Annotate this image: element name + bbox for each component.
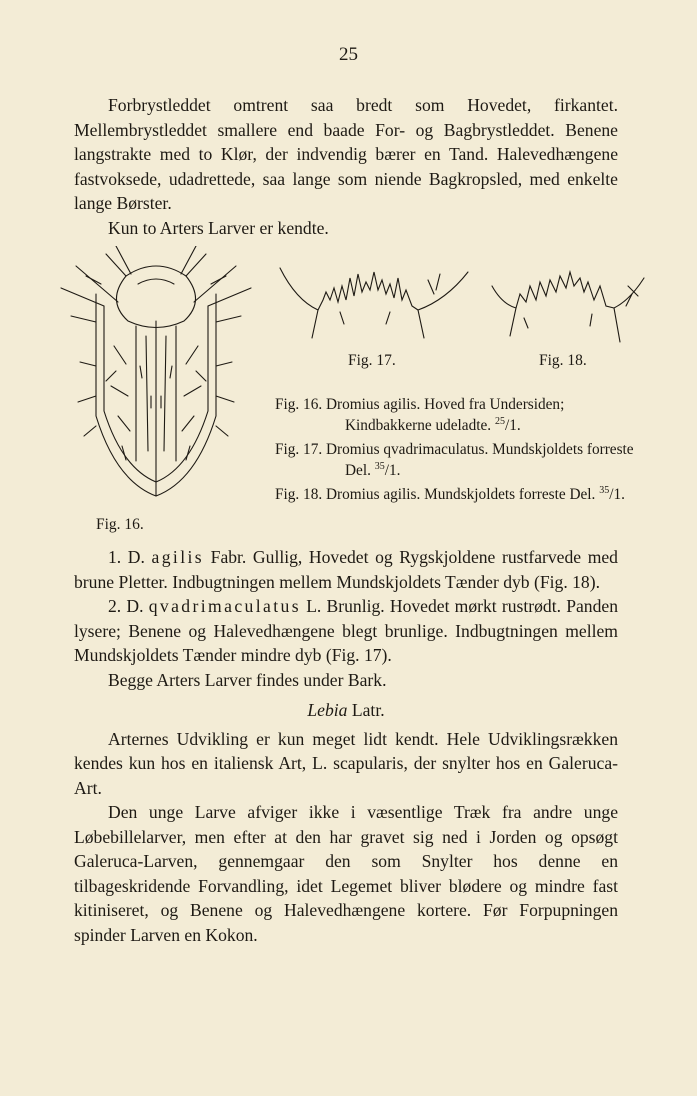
fig18-label: Fig. 18. [539,352,587,369]
intro-paragraph: Forbrystleddet omtrent saa bredt som Hovedet, firkantet. Mellembrystleddet smallere end baade For- og Bagbrystleddet. Benene langstrakte med to Klør, der indvendig bærer en Tand. Halevedhængene fastvoksede, udadrettede, saa lange som niende Bagkropsled, med enkelte lange Børster. [74,95,618,213]
fig16-drawing [56,246,256,511]
species-qvadrimaculatus: 2. D. qvadrimaculatus L. Brunlig. Hovedet mørkt rustrødt. Panden lysere; Benene og Halevedhængene blegt brunlige. Indbugtningen mellem Mundskjoldets Tænder mindre dyb (Fig. 17). [74,596,618,665]
genus-paragraph-2: Den unge Larve afviger ikke i væsentlige Træk fra andre unge Løbebillelarver, men efter at den har gravet sig ned i Jorden og opsøgt Galeruca-Larven, gennemgaar den som Snylter hos denne en tilbageskridende Forvandling, idet Legemet bliver blødere og mindre fast kitiniseret, og Benene og Halevedhængene kortere. Før Forpupningen spinder Larven en Kokon. [74,802,618,945]
figure-captions [275,394,645,508]
caption-fig16: Fig. 16. Dromius agilis. Hoved fra Undersiden; Kindbakkerne udeladte. $^{25}$/1. [275,396,565,434]
figure-area [56,246,656,546]
page-number: 25 [339,44,358,65]
genus-paragraph-1: Arternes Udvikling er kun meget lidt kendt. Hele Udviklingsrækken kendes kun hos en italiensk Art, L. scapularis, der snylter hos en Galeruca-Art. [74,728,618,798]
fig17-drawing [278,260,478,340]
caption-fig18: Fig. 18. Dromius agilis. Mundskjoldets forreste Del. $^{35}$/1. [275,484,625,503]
caption-fig17: Fig. 17. Dromius qvadrimaculatus. Mundskjoldets forreste Del. $^{35}$/1. [275,441,634,479]
intro-section [74,93,618,240]
species-section [74,545,618,947]
fig16-label: Fig. 16. [96,516,144,533]
species-habitat: Begge Arters Larver findes under Bark. [108,669,387,690]
genus-heading: Lebia Latr. [307,700,385,720]
intro-paragraph-larvae: Kun to Arters Larver er kendte. [108,217,329,238]
fig18-drawing [488,256,648,346]
species-agilis: 1. D. agilis Fabr. Gullig, Hovedet og Rygskjoldene rustfarvede med brune Pletter. Indbugtningen mellem Mundskjoldets Tænder dyb (Fig. 18). [74,547,618,592]
fig17-label: Fig. 17. [348,352,396,369]
